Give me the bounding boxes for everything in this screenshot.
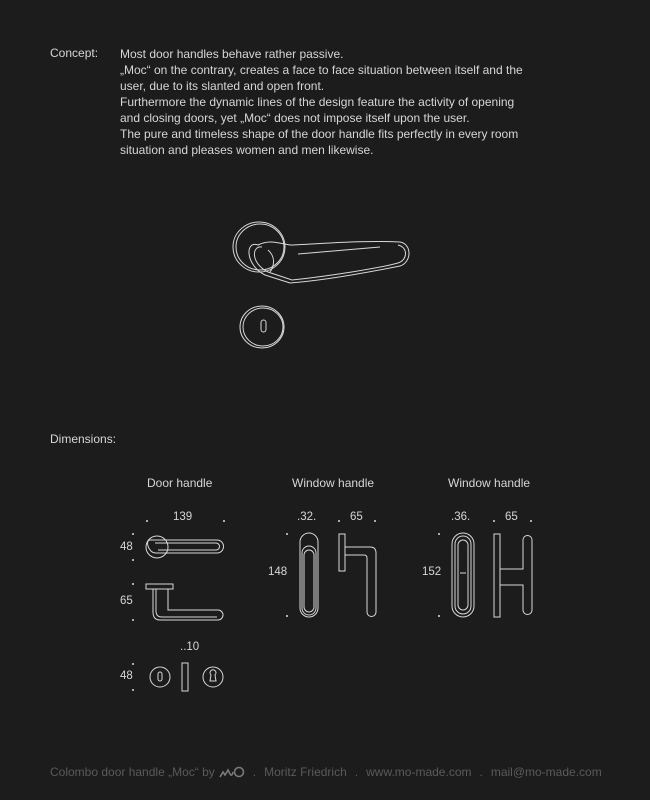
window2-height-dimension: 152 (422, 566, 442, 578)
door-width-dimension: 139 (173, 511, 193, 523)
door-projection-dimension: 65 (120, 595, 133, 607)
window1-projection-dimension: 65 (350, 511, 363, 523)
door-handle-front-drawing (146, 536, 224, 558)
separator: . (252, 765, 257, 779)
footer (50, 765, 602, 779)
concept-line: Furthermore the dynamic lines of the design feature the activity of opening (120, 95, 515, 109)
window-handle-1-side-drawing (339, 534, 376, 617)
dimension-dots (132, 520, 532, 691)
separator: . (354, 765, 359, 779)
window1-height-dimension: 148 (268, 566, 288, 578)
door-handle-illustration (233, 222, 409, 348)
concept-line: user, due to its slanted and open front. (120, 79, 325, 93)
window-handle-2-title: Window handle (448, 476, 531, 490)
footer-designer: Moritz Friedrich (264, 765, 347, 779)
door-handle-side-drawing (146, 584, 223, 620)
mo-logo-icon (219, 766, 245, 778)
separator: . (479, 765, 483, 779)
concept-line: and closing doors, yet „Moc“ does not impose itself upon the user. (120, 111, 470, 125)
door-plate-thickness-dimension: ..10 (180, 641, 200, 653)
window2-width-dimension: .36. (451, 511, 471, 523)
escutcheon-icon (240, 306, 284, 348)
door-rose-height-dimension: 48 (120, 541, 133, 553)
dimensions-label: Dimensions: (50, 432, 117, 446)
concept-line: situation and pleases women and men likewise. (120, 143, 374, 157)
concept-line: Most door handles behave rather passive. (120, 47, 344, 61)
door-escutcheon-height-dimension: 48 (120, 670, 133, 682)
concept-label: Concept: (50, 46, 99, 60)
concept-line: The pure and timeless shape of the door handle fits perfectly in every room (120, 127, 519, 141)
concept-line: „Moc“ on the contrary, creates a face to face situation between itself and the (120, 63, 523, 77)
door-handle-title: Door handle (147, 476, 213, 490)
footer-product: Colombo door handle „Moc“ by (50, 765, 215, 779)
window-handle-2-side-drawing (494, 534, 532, 617)
door-escutcheons-drawing (150, 663, 223, 691)
window2-projection-dimension: 65 (505, 511, 518, 523)
window-handle-1-title: Window handle (292, 476, 375, 490)
window1-width-dimension: .32. (297, 511, 317, 523)
window-handle-2-front-drawing (452, 533, 474, 617)
footer-website-link[interactable]: www.mo-made.com (366, 765, 472, 779)
footer-email-link[interactable]: mail@mo-made.com (490, 765, 602, 779)
window-handle-1-front-drawing (300, 533, 318, 617)
